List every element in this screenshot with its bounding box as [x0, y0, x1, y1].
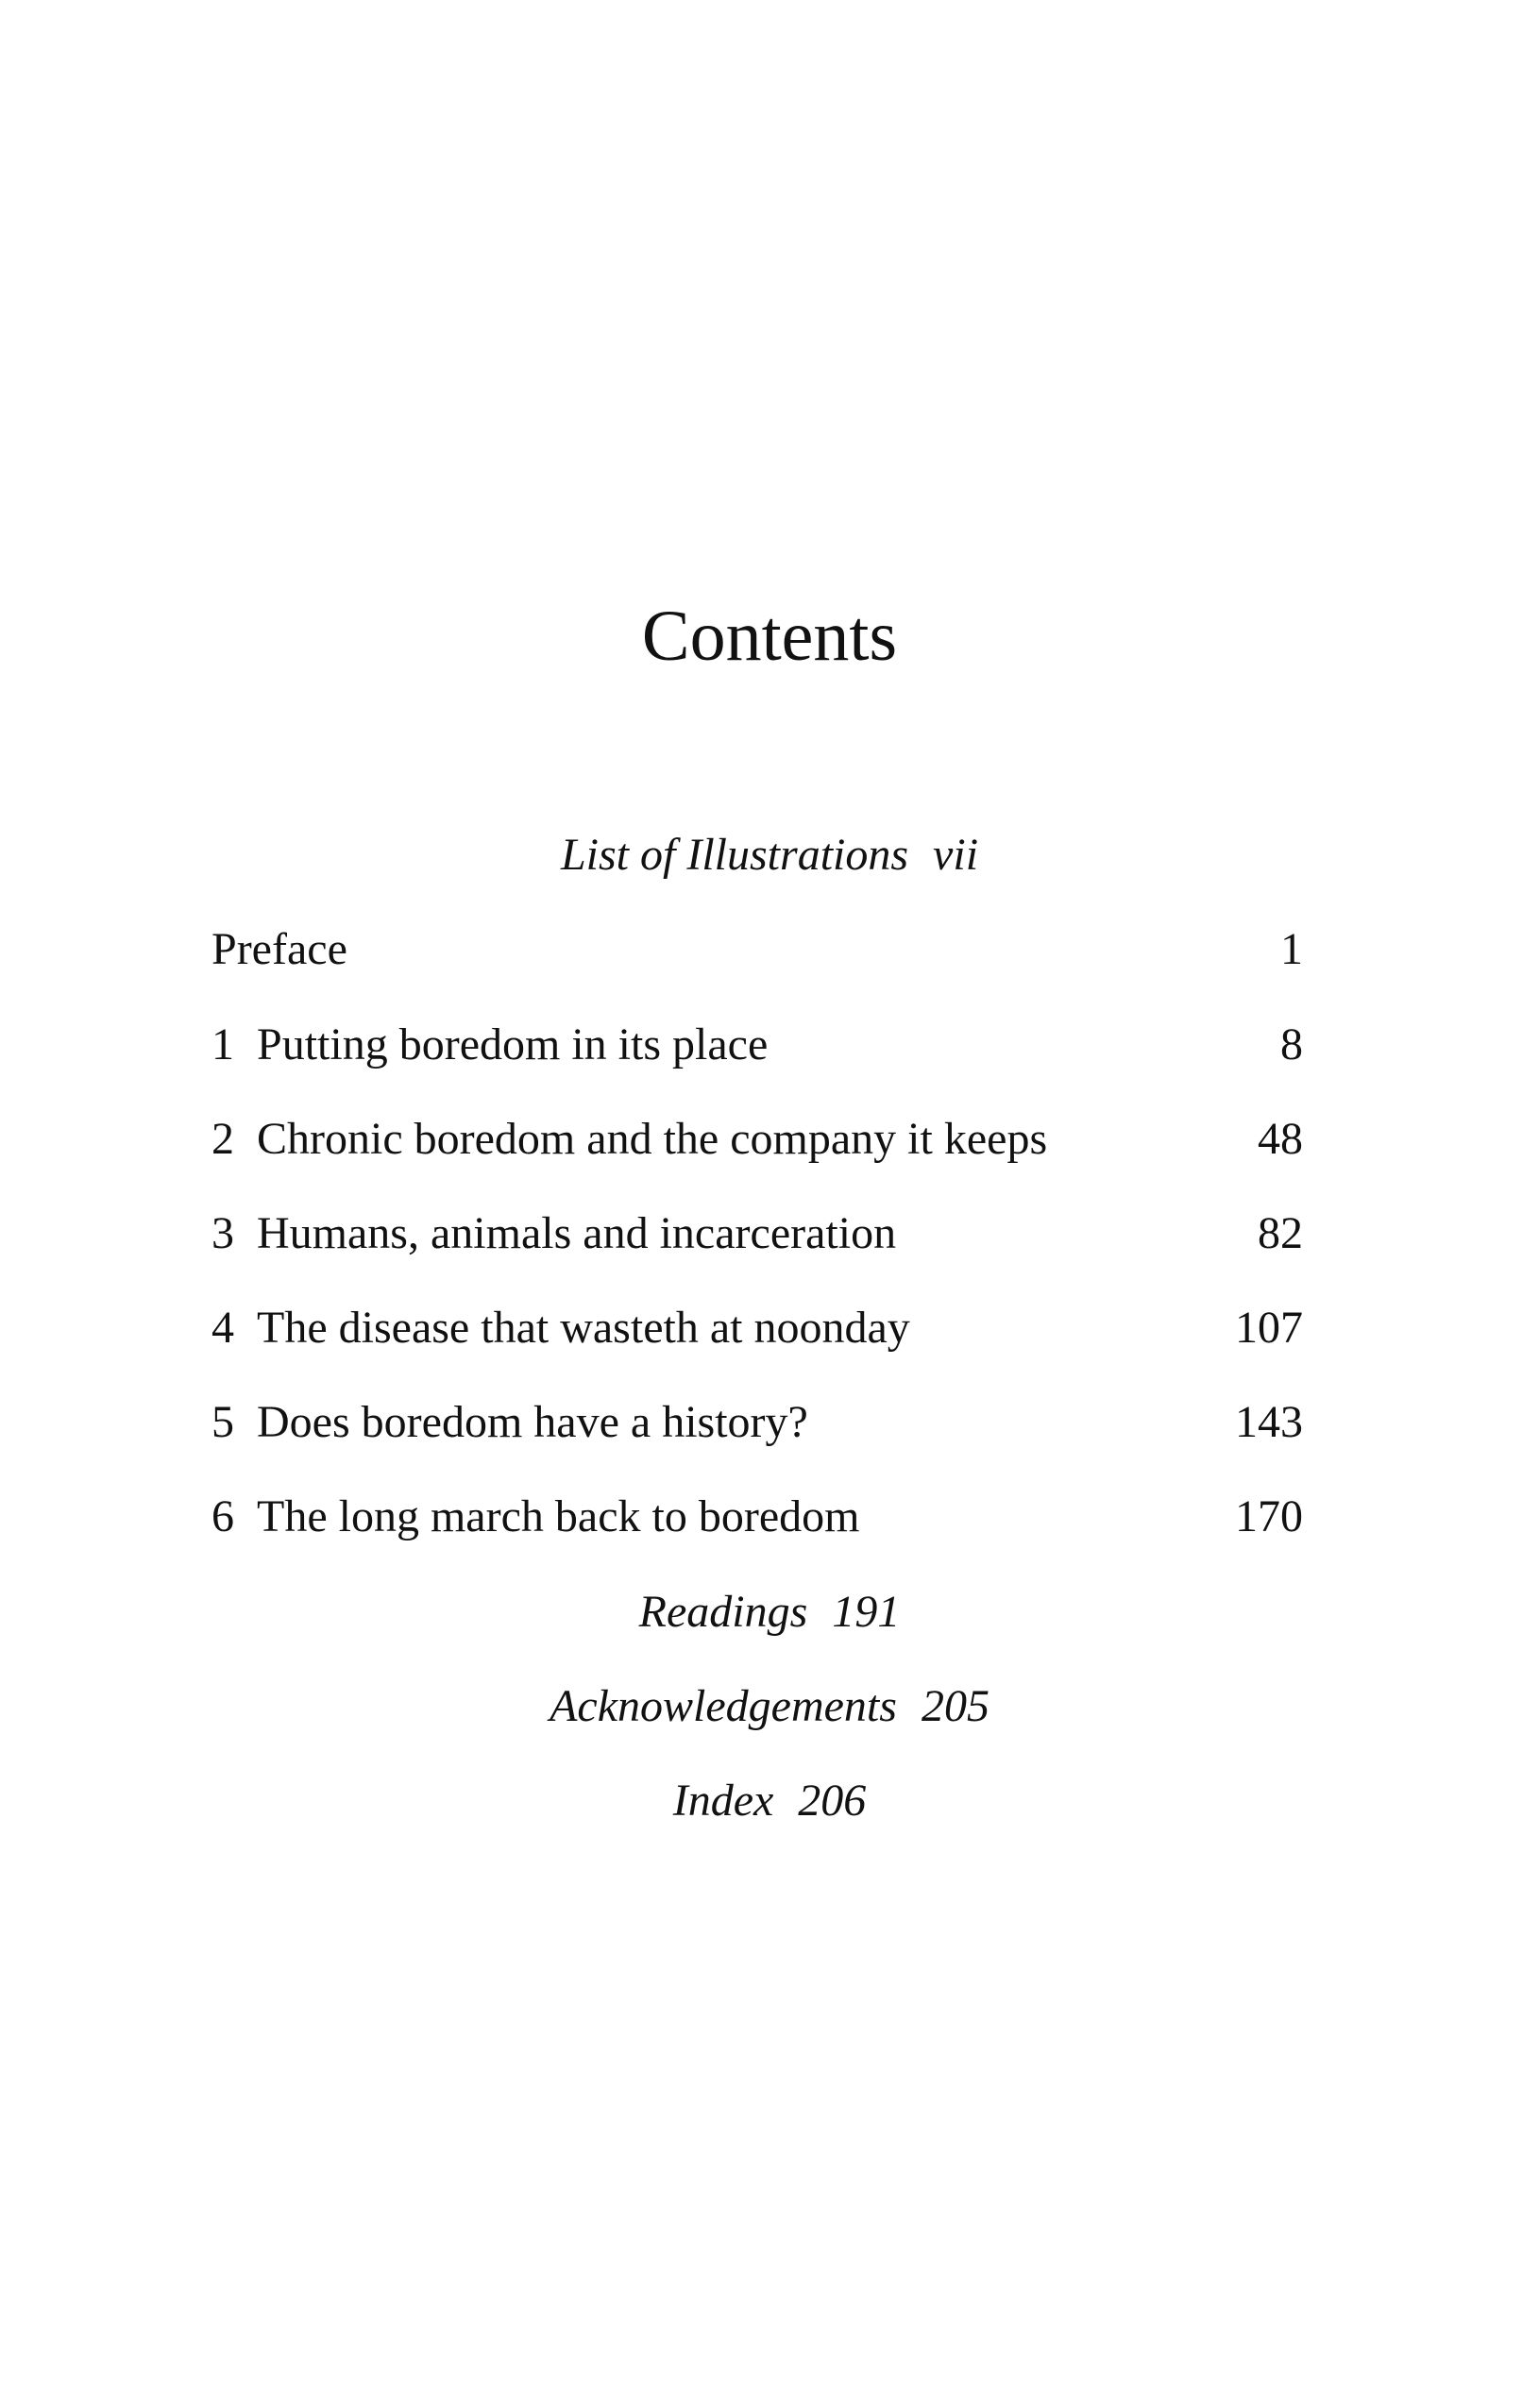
toc-entry-title: List of Illustrations [560, 830, 909, 880]
toc-entry-title: Chronic boredom and the company it keeps [257, 1114, 1048, 1164]
toc-entry-number: 1 [211, 1019, 234, 1069]
toc-entry-list-of-illustrations[interactable] [0, 827, 1539, 884]
toc-entry-title: Humans, animals and incarceration [257, 1208, 897, 1258]
toc-entry-preface[interactable] [211, 921, 1303, 978]
toc-entry-page: vii [933, 830, 979, 880]
toc-entry-page: 48 [1258, 1114, 1303, 1164]
toc-entry-chapter-4[interactable] [211, 1300, 1303, 1356]
toc-entry-page: 1 [1280, 924, 1303, 974]
toc-entry-title: Readings [638, 1587, 808, 1637]
toc-entry-number: 2 [211, 1114, 234, 1164]
toc-entry-title: Putting boredom in its place [257, 1019, 769, 1069]
toc-entry-title: The long march back to boredom [257, 1491, 860, 1541]
toc-entry-number: 5 [211, 1397, 234, 1447]
toc-entry-number: 4 [211, 1303, 234, 1353]
toc-entry-page: 143 [1235, 1397, 1303, 1447]
toc-entry-acknowledgements[interactable] [0, 1678, 1539, 1735]
toc-entry-page: 82 [1258, 1208, 1303, 1258]
toc-entry-page: 205 [921, 1681, 989, 1731]
toc-entry-chapter-3[interactable] [211, 1205, 1303, 1262]
toc-entry-title: The disease that wasteth at noonday [257, 1303, 910, 1353]
toc-entry-page: 191 [832, 1587, 901, 1637]
toc-entry-title: Acknowledgements [550, 1681, 897, 1731]
page-title: Contents [641, 596, 898, 676]
toc-entry-title: Does boredom have a history? [257, 1397, 808, 1447]
toc-entry-index[interactable] [0, 1773, 1539, 1829]
toc-entry-page: 206 [798, 1776, 867, 1826]
toc-entry-title: Preface [211, 924, 347, 974]
toc-entry-readings[interactable] [0, 1584, 1539, 1641]
toc-entry-title: Index [672, 1776, 774, 1826]
toc-entry-chapter-2[interactable] [211, 1111, 1303, 1168]
toc-entry-page: 8 [1280, 1019, 1303, 1069]
toc-entry-number: 6 [211, 1491, 234, 1541]
toc-entry-page: 107 [1235, 1303, 1303, 1353]
toc-entry-chapter-5[interactable] [211, 1394, 1303, 1451]
toc-entry-chapter-1[interactable] [211, 1017, 1303, 1073]
toc-entry-page: 170 [1235, 1491, 1303, 1541]
toc-entry-number: 3 [211, 1208, 234, 1258]
toc-entry-chapter-6[interactable] [211, 1489, 1303, 1545]
